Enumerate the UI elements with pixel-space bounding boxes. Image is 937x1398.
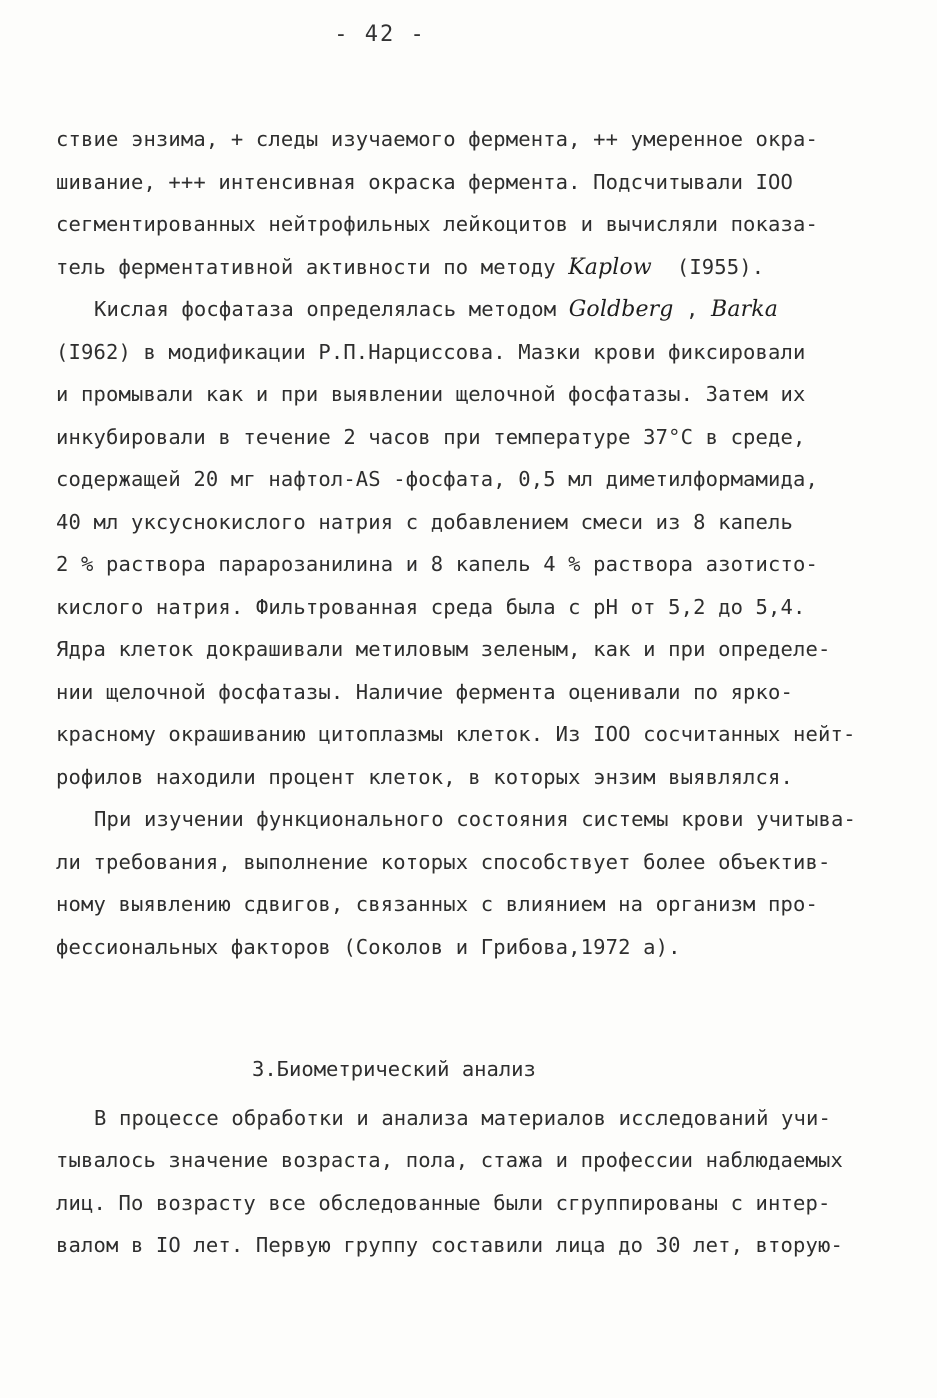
text-line: 40 мл уксуснокислого натрия с добавлением смеси из 8 капель [56,509,794,534]
text-line: 2 % раствора парарозанилина и 8 капель 4 % раствора азотисто- [56,552,819,576]
text-line: шивание, +++ интенсивная окраска фермента. Подсчитывали IOO [56,169,794,194]
text-line: инкубировали в течение 2 часов при температуре 37°С в среде, [56,424,806,449]
text-segment: (I955). [651,254,765,279]
handwritten-author-kaplow: Kaplow [568,254,652,280]
text-line [56,246,856,289]
text-line: Ядра клеток докрашивали метиловым зеленым, как и при определе- [56,637,831,661]
text-line: кислого натрия. Фильтрованная среда была с рН от 5,2 до 5,4. [56,594,806,619]
body-text [56,118,856,1267]
text-line [56,288,856,331]
text-line: (I962) в модификации Р.П.Нарциссова. Мазки крови фиксировали [56,339,806,364]
text-segment: тель ферментативной активности по методу [56,254,569,279]
text-line: и промывали как и при выявлении щелочной фосфатазы. Затем их [56,382,806,406]
text-segment: Кислая фосфатаза определялась методом [94,297,569,321]
section-spacer [56,968,856,1048]
handwritten-author-goldberg: Goldberg [568,297,674,322]
text-line: нии щелочной фосфатазы. Наличие фермента оценивали по ярко- [56,679,794,704]
page-number: - 42 - [334,22,426,47]
text-line: красному окрашиванию цитоплазмы клеток. Из IOO сосчитанных нейт- [56,722,856,746]
text-line: В процессе обработки и анализа материалов исследований учи- [94,1105,832,1130]
section-heading: 3.Биометрический анализ [252,1057,536,1081]
text-line: рофилов находили процент клеток, в которых энзим выявлялся. [56,764,794,789]
text-line: ному выявлению сдвигов, связанных с влиянием на организм про- [56,892,819,916]
handwritten-author-barka: Barka [711,297,779,322]
text-line: содержащей 20 мг нафтол-AS -фосфата, 0,5 мл диметилформамида, [56,467,819,491]
text-line: тывалось значение возраста, пола, стажа и профессии наблюдаемых [56,1148,843,1172]
paragraph-4 [56,1097,856,1267]
paragraph-1 [56,118,856,288]
text-line: лиц. По возрасту все обследованные были сгруппированы с интер- [56,1190,831,1215]
text-line: ли требования, выполнение которых способствует более объектив- [56,849,831,874]
text-line: фессиональных факторов (Соколов и Грибова,1972 а). [56,934,681,959]
text-line: сегментированных нейтрофильных лейкоцитов и вычисляли показа- [56,212,819,236]
paragraph-3 [56,798,856,968]
text-segment: , [673,297,712,321]
paragraph-2 [56,288,856,798]
text-line: валом в IO лет. Первую группу составили лица до 30 лет, вторую- [56,1233,843,1257]
text-line: При изучении функционального состояния системы крови учитыва- [94,807,857,831]
text-line: ствие энзима, + следы изучаемого фермента, ++ умеренное окра- [56,127,819,151]
